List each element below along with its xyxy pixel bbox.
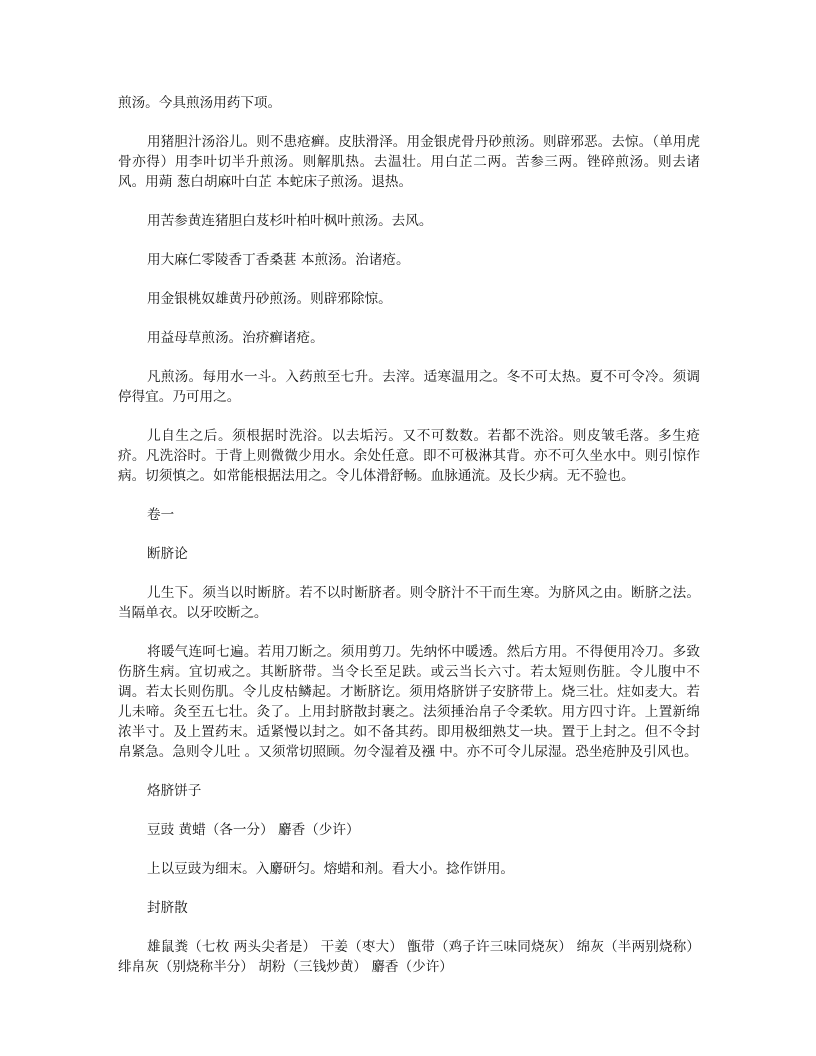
paragraph: 用猪胆汁汤浴儿。则不患疮癣。皮肤滑泽。用金银虎骨丹砂煎汤。则辟邪恶。去惊。（单用虎骨亦得）用李叶切半升煎汤。则解肌热。去温壮。用白芷二两。苦参三两。锉碎煎汤。则去诸风。用蒴 葱白胡麻叶白芷 本蛇床子煎汤。退热。 — [118, 134, 700, 190]
paragraph: 凡煎汤。每用水一斗。入药煎至七升。去滓。适寒温用之。冬不可太热。夏不可令冷。须调停得宜。乃可用之。 — [118, 369, 700, 405]
paragraph: 用大麻仁零陵香丁香桑葚 本煎汤。治诸疮。 — [147, 252, 410, 268]
document-page — [118, 93, 700, 996]
paragraph: 煎汤。今具煎汤用药下项。 — [118, 95, 282, 111]
ingredient-list: 豆豉 黄蜡（各一分） 麝香（少许） — [147, 822, 360, 838]
paragraph: 用益母草煎汤。治疥癣诸疮。 — [147, 330, 324, 346]
recipe-heading: 烙脐饼子 — [147, 783, 202, 799]
paragraph: 将暖气连呵七遍。若用刀断之。须用剪刀。先纳怀中暖透。然后方用。不得便用冷刀。多致伤脐生病。宜切戒之。其断脐带。当令长至足趺。或云当长六寸。若太短则伤脏。令儿腹中不调。若太长则伤肌。令儿皮枯鳞起。才断脐讫。须用烙脐饼子安脐带上。烧三壮。炷如麦大。若儿未啼。灸至五七壮。灸了。上用封脐散封裹之。法须捶治帛子令柔软。用方四寸许。上置新绵浓半寸。及上置药末。适紧慢以封之。如不备其药。即用极细熟艾一块。置于上封之。但不令封帛紧急。急则令儿吐 。又须常切照顾。勿令湿着及襁 中。亦不可令儿尿湿。恐坐疮肿及引风也。 — [118, 644, 700, 760]
section-heading: 断脐论 — [147, 546, 188, 562]
paragraph: 用苦参黄连猪胆白芨杉叶柏叶枫叶煎汤。去风。 — [147, 213, 433, 229]
ingredient-list: 雄鼠粪（七枚 两头尖者是） 干姜（枣大） 甑带（鸡子许三味同烧灰） 绵灰（半两别烧称） 绯帛灰（别烧称半分） 胡粉（三钱炒黄） 麝香（少许） — [118, 939, 700, 975]
paragraph: 上以豆豉为细末。入麝研匀。熔蜡和剂。看大小。捻作饼用。 — [147, 861, 515, 877]
recipe-heading: 封脐散 — [147, 900, 188, 916]
volume-heading: 卷一 — [147, 507, 175, 523]
paragraph: 用金银桃奴雄黄丹砂煎汤。则辟邪除惊。 — [147, 291, 392, 307]
paragraph: 儿生下。须当以时断脐。若不以时断脐者。则令脐汁不干而生寒。为脐风之由。断脐之法。当隔单衣。以牙咬断之。 — [118, 585, 700, 621]
paragraph: 儿自生之后。须根据时洗浴。以去垢污。又不可数数。若都不洗浴。则皮皱毛落。多生疮疥。凡洗浴时。于背上则微微少用水。余处任意。即不可极淋其背。亦不可久坐水中。则引惊作病。切须慎之。如常能根据法用之。令儿体滑舒畅。血脉通流。及长少病。无不验也。 — [118, 428, 700, 484]
